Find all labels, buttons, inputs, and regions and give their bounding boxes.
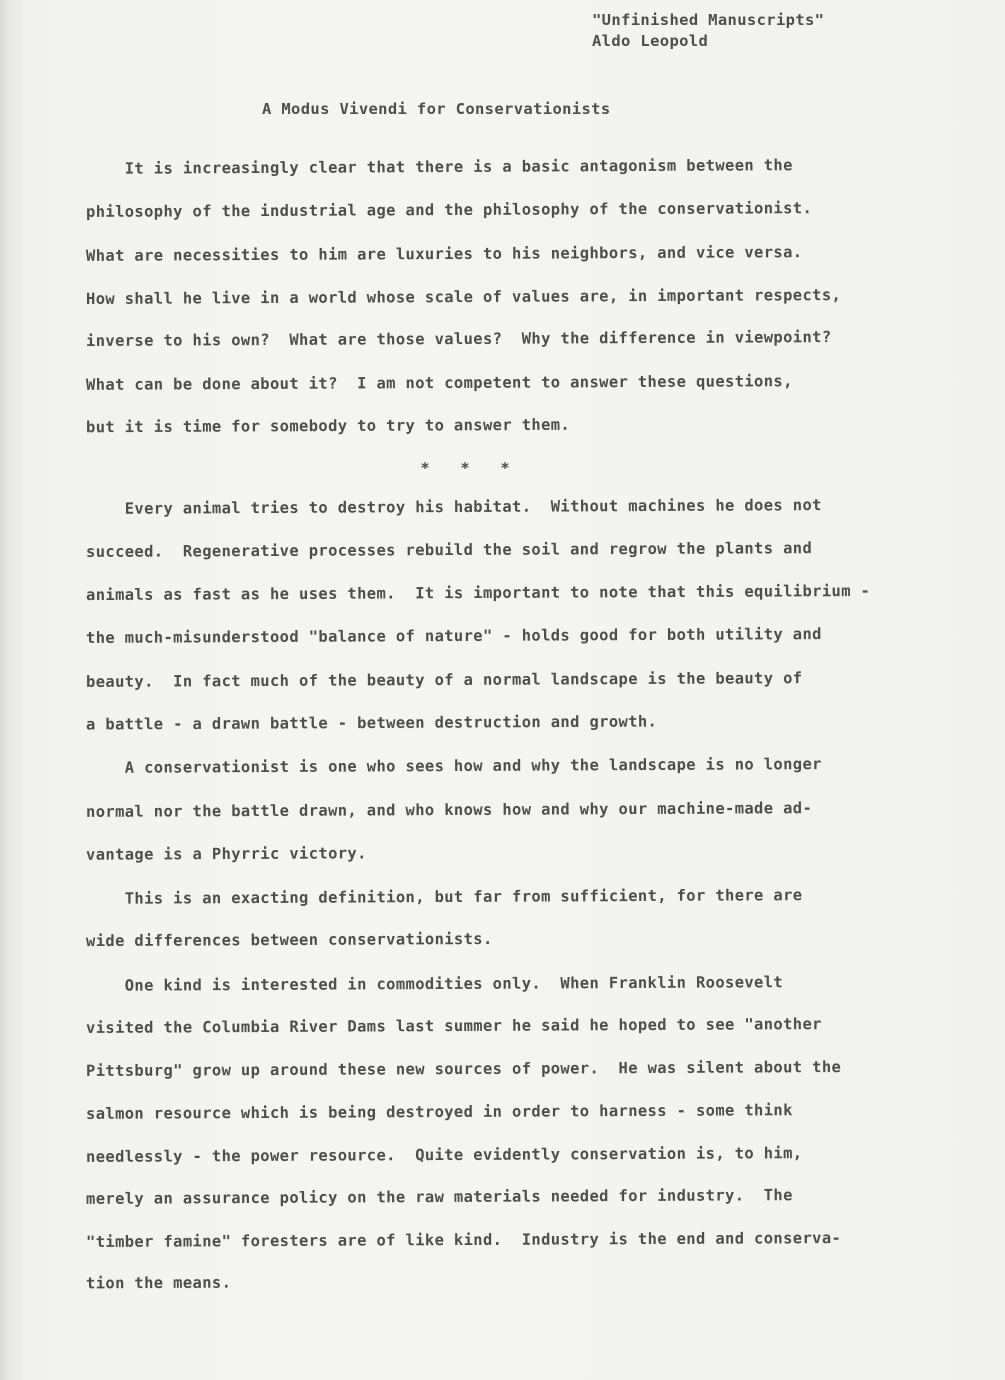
- text-line: It is increasingly clear that there is a basic antagonism between the: [85, 156, 793, 178]
- header-author: Aldo Leopold: [592, 32, 709, 50]
- text-line: the much-misunderstood "balance of nature" - holds good for both utility and: [85, 625, 822, 647]
- text-line: vantage is a Phyrric victory.: [85, 844, 367, 864]
- text-line: A conservationist is one who sees how and why the landscape is no longer: [85, 755, 822, 777]
- text-line: a battle - a drawn battle - between destruction and growth.: [85, 712, 658, 734]
- text-line: What can be done about it? I am not competent to answer these questions,: [85, 372, 793, 394]
- section-separator: * * *: [420, 459, 510, 477]
- text-line: but it is time for somebody to try to answer them.: [85, 415, 571, 437]
- text-line: How shall he live in a world whose scale of values are, in important respects,: [85, 286, 842, 308]
- text-line: wide differences between conservationists.: [85, 929, 493, 951]
- text-line: needlessly - the power resource. Quite evidently conservation is, to him,: [85, 1144, 803, 1166]
- text-line: One kind is interested in commodities only. When Franklin Roosevelt: [85, 973, 784, 995]
- text-line: inverse to his own? What are those values? Why the difference in viewpoint?: [85, 328, 832, 350]
- text-line: merely an assurance policy on the raw materials needed for industry. The: [85, 1186, 793, 1208]
- binding-edge: [0, 0, 22, 1380]
- text-line: philosophy of the industrial age and the philosophy of the conservationist.: [85, 199, 813, 221]
- header-block: [592, 10, 824, 52]
- text-line: Every animal tries to destroy his habitat. Without machines he does not: [85, 496, 822, 518]
- text-line: This is an exacting definition, but far from sufficient, for there are: [85, 886, 803, 908]
- header-collection: "Unfinished Manuscripts": [592, 11, 825, 29]
- text-line: visited the Columbia River Dams last summer he said he hoped to see "another: [85, 1015, 822, 1037]
- text-line: Pittsburg" grow up around these new sources of power. He was silent about the: [85, 1058, 842, 1080]
- text-line: salmon resource which is being destroyed in order to harness - some think: [85, 1101, 793, 1123]
- text-line: What are necessities to him are luxuries to his neighbors, and vice versa.: [85, 243, 803, 265]
- text-line: "timber famine" foresters are of like kind. Industry is the end and conserva-: [85, 1229, 842, 1251]
- text-line: normal nor the battle drawn, and who knows how and why our machine-made ad-: [85, 799, 813, 821]
- text-line: succeed. Regenerative processes rebuild the soil and regrow the plants and: [85, 539, 813, 561]
- text-line: beauty. In fact much of the beauty of a normal landscape is the beauty of: [85, 669, 803, 691]
- text-line: tion the means.: [85, 1273, 232, 1293]
- text-line: animals as fast as he uses them. It is important to note that this equilibrium -: [85, 581, 871, 605]
- document-title: A Modus Vivendi for Conservationists: [262, 100, 611, 118]
